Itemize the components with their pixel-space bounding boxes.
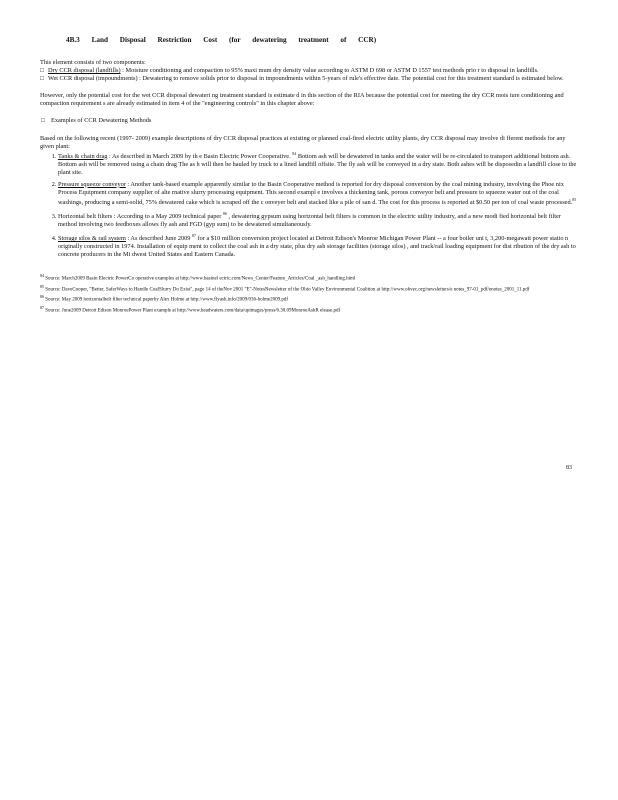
footnote: $^{87}$ Source: June2009 Detroit Edison MonroePower Plant example at http://www.headwaters.com/data/upimages/press/6.30.09MonroeAshR elease.pdf xyxy=(40,304,341,314)
method-term: Pressure squeeze conveyor xyxy=(58,180,126,188)
component-term: Dry CCR disposal (landfills) xyxy=(48,67,121,75)
checkbox-bullet-icon: □ xyxy=(40,67,44,75)
component-term: Wet CCR disposal (impoundments) xyxy=(48,75,138,83)
examples-heading-text: Examples of CCR Dewatering Methods xyxy=(51,117,152,125)
document-body xyxy=(40,36,580,315)
footnote-ref: 87 xyxy=(191,233,196,239)
footnotes xyxy=(40,273,580,315)
checkbox-bullet-icon: □ xyxy=(40,75,44,83)
list-item: 2. Pressure squeeze conveyor : Another tank-based example apparently similar to the Basin Cooperative method is reported for dry disposal conversion by the coal mining industry, involving the Phoe nix Process Equipment company supplier of alte rnative slurry processing equipment. This second exampl e involves a thickening tank, porous conveyor belt and pressure to squeeze water out of the coal washings, producing a semi-solid, 75% dewatered cake which is scraped off the c onveyer belt and stacked like a pile of san d. The cost for this process is reported at $0.50 per ton of coal waste processed.$^{85}$ xyxy=(58,181,580,207)
list-item: 1. Tanks & chain drag : As described in March 2009 by th e Basin Electric Power Cooperative. $^{84}$ Bottom ash will be dewatered in tanks and the water will be re-circulated to transport additional bottom ash. Bottom ash will be removed using a chain drag The as h will then be hauled by truck to a lined landfill offsite. The fly ash will be conveyed in a dry state. Both ashes will be disposedin a landfill close to the plant site. xyxy=(58,151,580,177)
checkbox-bullet-icon: □ xyxy=(41,117,45,125)
methods-list xyxy=(40,151,580,260)
list-item: 4. Storage silos & rail system : As described June 2009 $^{87}$ for a $10 million conversion project located at Detroit Edison's Monroe Michigan Power Plant -- a four boiler uni t, 3,200-megawatt power statio n originally constructed in 1974. Installation of equip ment to collect the coal ash in a dry state, plus dry ash storage facilities (storage silos) , and track/rail loading equipment for dist ribution of the dry ash to concrete producers in the Mi dwest United States and Eastern Canada. xyxy=(58,233,580,259)
page-number: 83 xyxy=(566,465,572,471)
footnote-ref: 84 xyxy=(292,150,297,156)
component-item-dry xyxy=(40,67,580,75)
component-item-wet xyxy=(40,75,580,83)
footnote: $^{84}$ Source: March2009 Basin Electric PowerCo operative examples at http://www.basinel ectric.com/News_Center/Feature_Articles/Coal _ash_handling.html xyxy=(40,273,356,283)
method-term: Tanks & chain drag xyxy=(58,152,108,160)
however-paragraph: However, only the potential cost for the wet CCR disposal dewateri ng treatment standard is estimate d in this section of the RIA because the potential cost for meeting the dry CCR mois ture conditioning and compaction requirement s are already estimated in item 4 of the "engineering controls" in this chapter above: xyxy=(40,92,564,108)
section-heading: 4B.3 Land Disposal Restriction Cost (for dewatering treatment of CCR) xyxy=(66,36,377,44)
method-term: Storage silos & rail system xyxy=(58,235,126,243)
list-item: 3. Horizontal belt filters : According to a May 2009 technical paper $^{86}$ , dewatering gypsum using horizontal belt filters is common in the electric utility industry, and a new modi fied horizontal belt filter method involving two feedboxes allows fly ash and FGD (gyp sum) to be dewatered simultaneously. xyxy=(58,211,580,229)
examples-heading xyxy=(40,117,580,125)
component-text: : Dewatering to remove solids prior to disposal in impoundments within 5-years of rule's effective date. The potential cost for this treatment standard is estimated below. xyxy=(137,75,564,83)
component-text: : Moisture conditioning and compaction to 95% maxi mum dry density value according to ASTM D 698 or ASTM D 1557 test methods prio r to disposal in landfills. xyxy=(120,67,539,75)
footnote-ref: 86 xyxy=(222,211,227,217)
footnote-ref: 85 xyxy=(572,196,577,202)
footnote: $^{86}$ Source: May 2009 horizontalbelt filter technical paperby Alex Holme at http://www.flyash.info/2009/036-holme2009.pdf xyxy=(40,294,289,303)
footnote: $^{85}$ Source: DaveCooper, "Better, SaferWays to Handle CoalSlurry Do Exist", page 14 of theNov 2001 "E"-NotesNewsletter of the Ohio Valley Environmental Coalition at http://www.ohvec.org/newsletters/e notes_97-01_pdf/enotes_2001_11.pdf xyxy=(40,283,530,293)
based-paragraph: Based on the following recent (1997- 2009) example descriptions of dry CCR disposal practices at existing or planned coal-fired electric utility plants, dry CCR disposal may involve di fferent methods for any given plant: xyxy=(40,134,566,150)
intro-paragraph: This element consists of two components: xyxy=(40,59,146,67)
